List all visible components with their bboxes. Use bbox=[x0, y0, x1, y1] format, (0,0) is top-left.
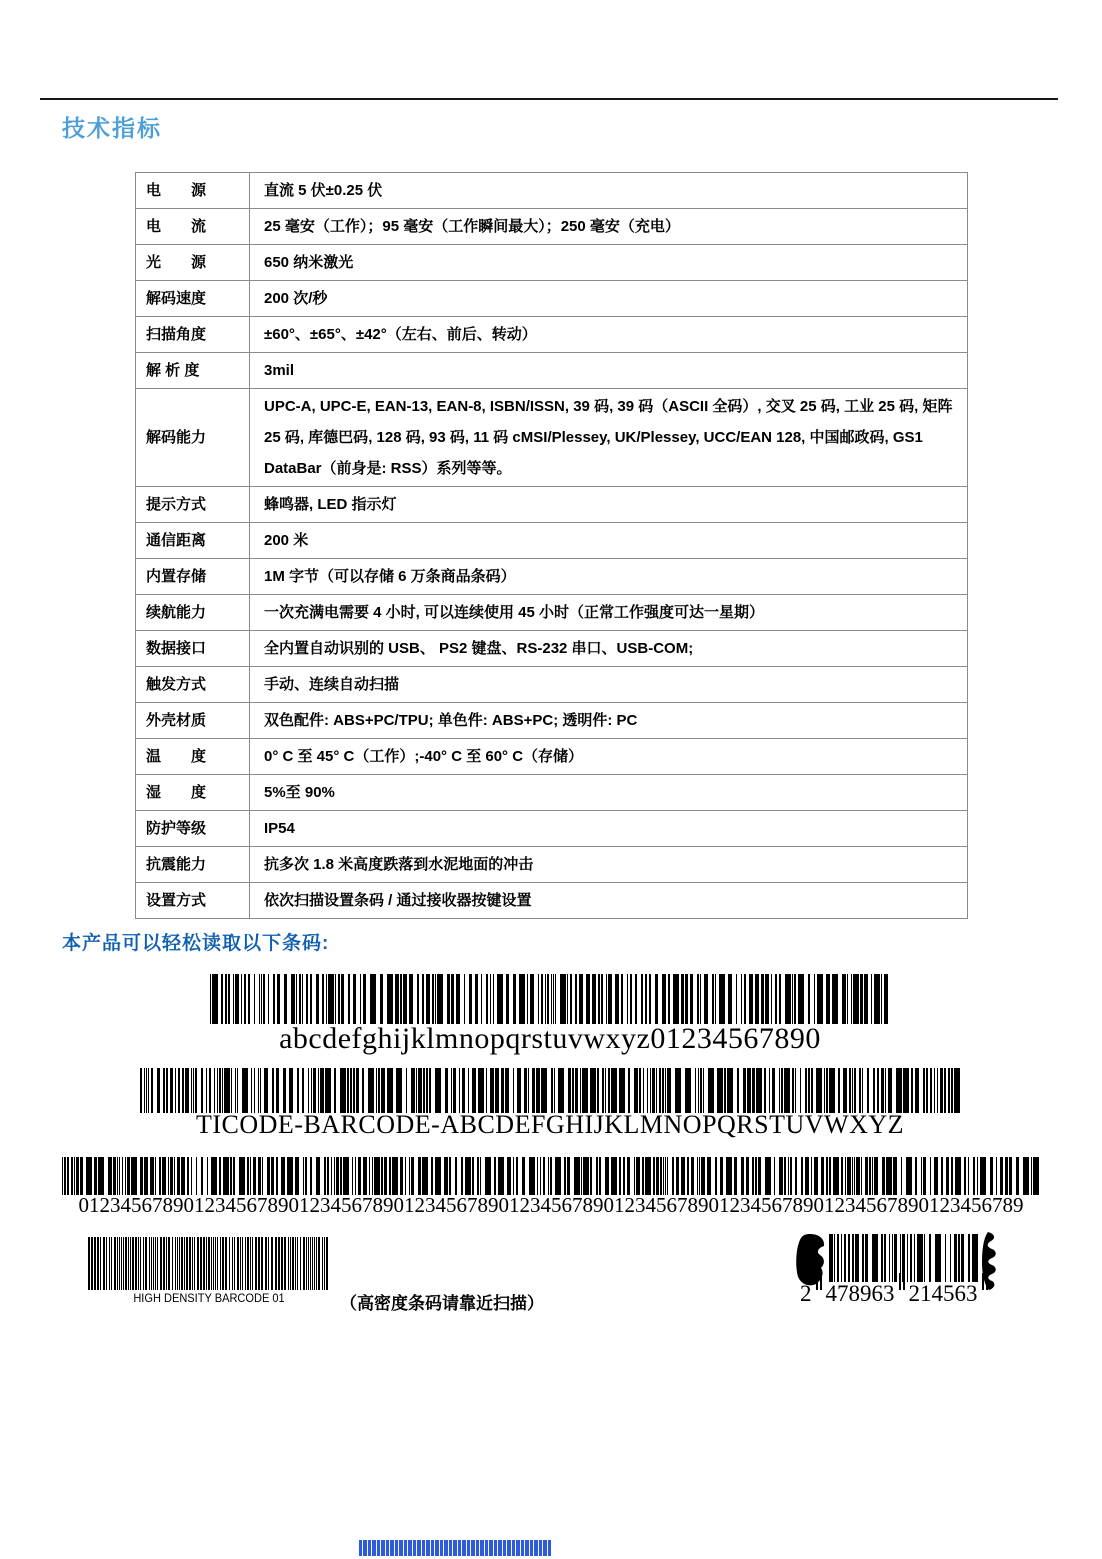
spec-value: 手动、连续自动扫描 bbox=[264, 676, 400, 693]
spec-value: 抗多次 1.8 米高度跌落到水泥地面的冲击 bbox=[264, 856, 534, 873]
spec-label: 通信距离 bbox=[136, 523, 250, 558]
spec-label: 解码能力 bbox=[136, 389, 250, 486]
spec-value: 双色配件: ABS+PC/TPU; 单色件: ABS+PC; 透明件: PC bbox=[264, 712, 638, 729]
spec-value: 3mil bbox=[264, 362, 295, 379]
spec-value: 一次充满电需要 4 小时, 可以连续使用 45 小时（正常工作强度可达一星期） bbox=[264, 604, 765, 621]
spec-label: 续航能力 bbox=[136, 595, 250, 630]
spec-label: 数据接口 bbox=[136, 631, 250, 666]
spec-label: 扫描角度 bbox=[136, 317, 250, 352]
spec-value: 200 次/秒 bbox=[264, 290, 328, 307]
high-density-scan-hint: （高密度条码请靠近扫描） bbox=[340, 1294, 544, 1313]
table-row bbox=[136, 317, 967, 353]
spec-label: 光 源 bbox=[136, 245, 250, 280]
spec-label: 电 源 bbox=[136, 173, 250, 208]
spec-label: 解码速度 bbox=[136, 281, 250, 316]
spec-value: 650 纳米激光 bbox=[264, 254, 354, 271]
spec-label: 设置方式 bbox=[136, 883, 250, 918]
spec-label: 解 析 度 bbox=[136, 353, 250, 388]
ean13-guard-bars bbox=[899, 1273, 905, 1290]
table-row bbox=[136, 245, 967, 281]
table-row bbox=[136, 595, 967, 631]
table-row bbox=[136, 667, 967, 703]
barcode-digits-label: 012345678901234567890123456789012345678901234567890123456789012345678901234567890123456789 bbox=[78, 1193, 1024, 1217]
barcode-code39-image bbox=[210, 974, 890, 1024]
barcode-digits-image bbox=[62, 1157, 1040, 1195]
ean13-guard-bars bbox=[982, 1273, 988, 1290]
spec-value: 200 米 bbox=[264, 532, 309, 549]
spec-value: 依次扫描设置条码 / 通过接收器按键设置 bbox=[264, 892, 532, 909]
spec-value: 蜂鸣器, LED 指示灯 bbox=[264, 496, 397, 513]
table-row bbox=[136, 703, 967, 739]
barcode-ean13 bbox=[796, 1230, 1006, 1310]
spec-label: 触发方式 bbox=[136, 667, 250, 702]
ean13-guard-bars bbox=[816, 1273, 822, 1290]
ean13-lead-digit: 2 bbox=[800, 1281, 812, 1306]
spec-label: 电 流 bbox=[136, 209, 250, 244]
spec-value: UPC-A, UPC-E, EAN-13, EAN-8, ISBN/ISSN, 39 码, 39 码（ASCII 全码）, 交叉 25 码, 工业 25 码, 矩阵 25 码, 库德巴码, 128 码, 93 码, 11 码 cMSI/Plessey, UK/Plessey, UCC/EAN 128, 中国邮政码, GS1 DataBar（前身是: RSS）系列等等。 bbox=[264, 398, 953, 477]
table-row bbox=[136, 559, 967, 595]
spec-label: 提示方式 bbox=[136, 487, 250, 522]
table-row bbox=[136, 209, 967, 245]
spec-value: IP54 bbox=[264, 820, 295, 837]
barcode-ticode-image bbox=[140, 1068, 960, 1113]
top-divider-line bbox=[40, 98, 1058, 100]
ink-blob-left-icon bbox=[796, 1234, 826, 1286]
table-row bbox=[136, 883, 967, 919]
spec-label: 外壳材质 bbox=[136, 703, 250, 738]
table-row bbox=[136, 487, 967, 523]
spec-label: 温 度 bbox=[136, 739, 250, 774]
table-row bbox=[136, 811, 967, 847]
table-row bbox=[136, 775, 967, 811]
spec-value: 全内置自动识别的 USB、 PS2 键盘、RS-232 串口、USB-COM; bbox=[264, 640, 694, 657]
ean13-right-digits: 214563 bbox=[908, 1281, 978, 1306]
spec-label: 内置存储 bbox=[136, 559, 250, 594]
spec-value: 1M 字节（可以存储 6 万条商品条码） bbox=[264, 568, 516, 585]
footer-barcode-strip bbox=[358, 1540, 551, 1556]
table-row bbox=[136, 631, 967, 667]
table-row bbox=[136, 739, 967, 775]
table-row bbox=[136, 281, 967, 317]
spec-value: 直流 5 伏±0.25 伏 bbox=[264, 182, 383, 199]
barcode-high-density-image bbox=[88, 1237, 330, 1290]
section-title-tech-specs: 技术指标 bbox=[62, 115, 162, 141]
spec-value: 0° C 至 45° C（工作）;-40° C 至 60° C（存储） bbox=[264, 748, 584, 765]
table-row bbox=[136, 847, 967, 883]
spec-value: ±60°、±65°、±42°（左右、前后、转动） bbox=[264, 326, 537, 343]
barcode-ticode-label: TICODE-BARCODE-ABCDEFGHIJKLMNOPQRSTUVWXYZ bbox=[195, 1110, 905, 1139]
spec-label: 抗震能力 bbox=[136, 847, 250, 882]
ean13-left-digits: 478963 bbox=[825, 1281, 895, 1306]
table-row bbox=[136, 173, 967, 209]
barcode-ean13-digits bbox=[800, 1282, 996, 1305]
table-row bbox=[136, 389, 967, 487]
spec-value: 25 毫安（工作）；95 毫安（工作瞬间最大）；250 毫安（充电） bbox=[264, 218, 680, 235]
spec-value: 5%至 90% bbox=[264, 784, 335, 801]
spec-label: 湿 度 bbox=[136, 775, 250, 810]
table-row bbox=[136, 523, 967, 559]
spec-table bbox=[135, 172, 968, 919]
barcode-code39-label: abcdefghijklmnopqrstuvwxyz01234567890 bbox=[279, 1022, 821, 1055]
section-title-readable-barcodes: 本产品可以轻松读取以下条码: bbox=[62, 933, 330, 954]
barcode-high-density-label: HIGH DENSITY BARCODE 01 bbox=[133, 1291, 285, 1305]
table-row bbox=[136, 353, 967, 389]
spec-label: 防护等级 bbox=[136, 811, 250, 846]
